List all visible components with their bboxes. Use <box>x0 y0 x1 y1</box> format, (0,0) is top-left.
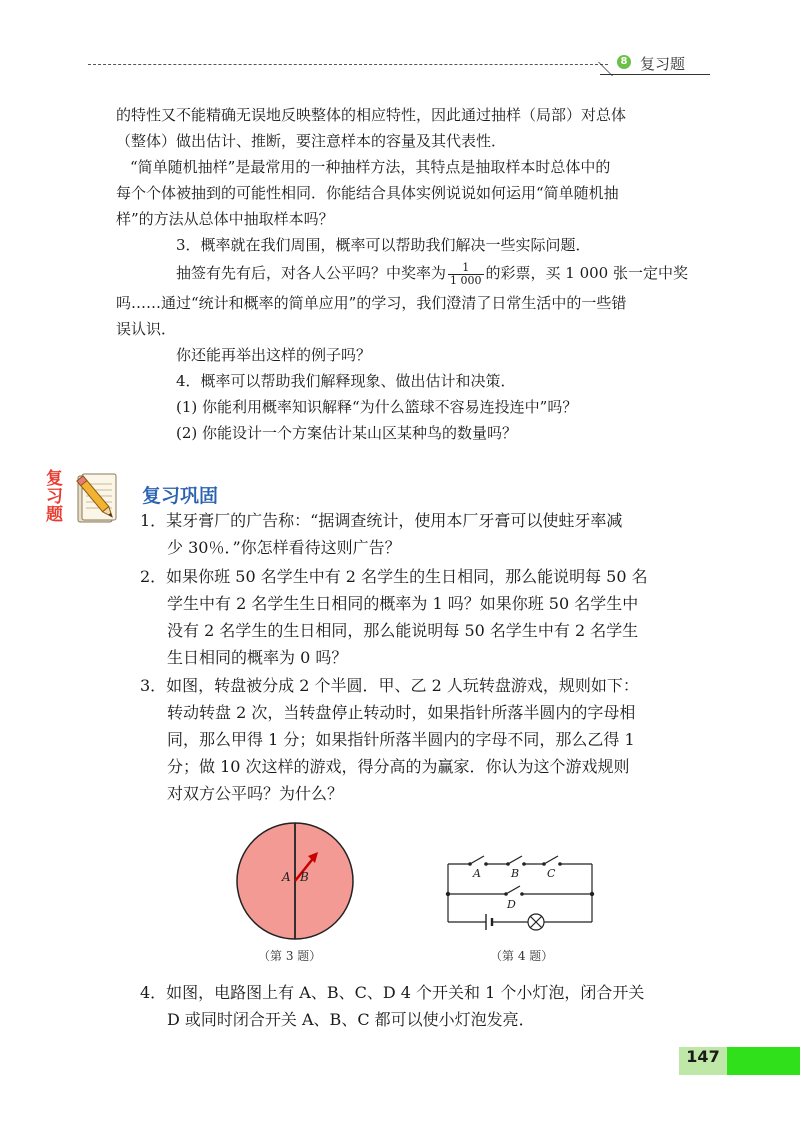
fraction-numerator: 1 <box>448 262 484 275</box>
body-line: (2) 你能设计一个方案估计某山区某种鸟的数量吗？ <box>176 424 518 442</box>
exercise-2-line: 2．如果你班 50 名学生中有 2 名学生的生日相同，那么能说明每 50 名 <box>140 567 648 586</box>
body-line: 每个个体被抽到的可能性相同．你能结合具体实例说说如何运用“简单随机抽 <box>116 184 619 202</box>
switch-label-b: B <box>511 867 520 880</box>
review-icon-char: 复 <box>46 469 63 489</box>
body-line: “简单随机抽样”是最常用的一种抽样方法，其特点是抽取样本时总体中的 <box>130 158 611 176</box>
review-icon-char: 题 <box>46 505 63 525</box>
spinner-label-b: B <box>300 870 309 884</box>
spinner-figure <box>230 818 360 948</box>
page-number-tab <box>679 1047 800 1075</box>
body-line: 误认识． <box>116 320 177 338</box>
exercise-4-line: D 或同时闭合开关 A、B、C 都可以使小灯泡发亮． <box>167 1010 535 1029</box>
exercise-4-line: 4．如图，电路图上有 A、B、C、D 4 个开关和 1 个小灯泡，闭合开关 <box>140 983 645 1002</box>
chapter-title: 复习题 <box>640 55 686 73</box>
exercise-2-line: 学生中有 2 名学生生日相同的概率为 1 吗？如果你班 50 名学生中 <box>167 594 639 613</box>
body-line: (1) 你能利用概率知识解释“为什么篮球不容易连投连中”吗？ <box>176 398 578 416</box>
exercise-3-line: 3．如图，转盘被分成 2 个半圆．甲、乙 2 人玩转盘游戏，规则如下： <box>140 676 639 695</box>
body-line: （整体）做出估计、推断，要注意样本的容量及其代表性． <box>116 132 507 150</box>
switch-label-a: A <box>473 867 481 880</box>
review-notebook-icon <box>46 470 124 528</box>
header-rule-solid <box>600 74 710 75</box>
exercise-3-line: 分；做 10 次这样的游戏，得分高的为赢家．你认为这个游戏规则 <box>167 757 630 776</box>
page-number: 147 <box>686 1047 720 1066</box>
switch-label-d: D <box>507 898 516 911</box>
fraction-denominator: 1 000 <box>450 273 482 287</box>
page-number-bar <box>725 1047 800 1075</box>
chapter-number-badge: 8 <box>617 55 631 69</box>
body-line: 3．概率就在我们周围，概率可以帮助我们解决一些实际问题． <box>176 236 591 254</box>
switch-label-c: C <box>547 867 556 880</box>
notebook-pencil-icon <box>68 470 124 528</box>
body-text: 的彩票，买 1 000 张一定中奖 <box>485 264 688 282</box>
exercise-3-line: 对双方公平吗？为什么？ <box>167 784 344 803</box>
circuit-diagram <box>440 846 600 946</box>
spinner-label-a: A <box>282 870 291 884</box>
body-line: 4．概率可以帮助我们解释现象、做出估计和决策． <box>176 372 516 390</box>
review-icon-char: 习 <box>46 487 63 507</box>
body-line: 吗……通过“统计和概率的简单应用”的学习，我们澄清了日常生活中的一些错 <box>116 294 627 312</box>
body-line: 的特性又不能精确无误地反映整体的相应特性，因此通过抽样（局部）对总体 <box>116 106 627 124</box>
exercise-2-line: 生日相同的概率为 0 吗？ <box>167 648 348 667</box>
figure-4-caption: （第 4 题） <box>490 949 554 963</box>
body-line-with-fraction <box>176 260 688 287</box>
body-line: 样”的方法从总体中抽取样本吗？ <box>116 210 334 228</box>
exercise-1-line: 少 30％．”你怎样看待这则广告？ <box>167 538 401 557</box>
exercise-1-line: 1．某牙膏厂的广告称：“据调查统计，使用本厂牙膏可以使蛀牙率减 <box>140 511 623 530</box>
figure-3-caption: （第 3 题） <box>258 949 322 963</box>
exercise-3-line: 同，那么甲得 1 分；如果指针所落半圆内的字母不同，那么乙得 1 <box>167 730 635 749</box>
exercise-2-line: 没有 2 名学生的生日相同，那么能说明每 50 名学生中有 2 名学生 <box>167 621 639 640</box>
review-section-title: 复习巩固 <box>142 485 219 507</box>
exercise-3-line: 转动转盘 2 次，当转盘停止转动时，如果指针所落半圆内的字母相 <box>167 703 636 722</box>
header-rule <box>88 64 608 65</box>
body-line: 你还能再举出这样的例子吗？ <box>176 346 372 364</box>
fraction <box>448 262 484 287</box>
body-text: 抽签有先有后，对各人公平吗？中奖率为 <box>176 264 447 282</box>
